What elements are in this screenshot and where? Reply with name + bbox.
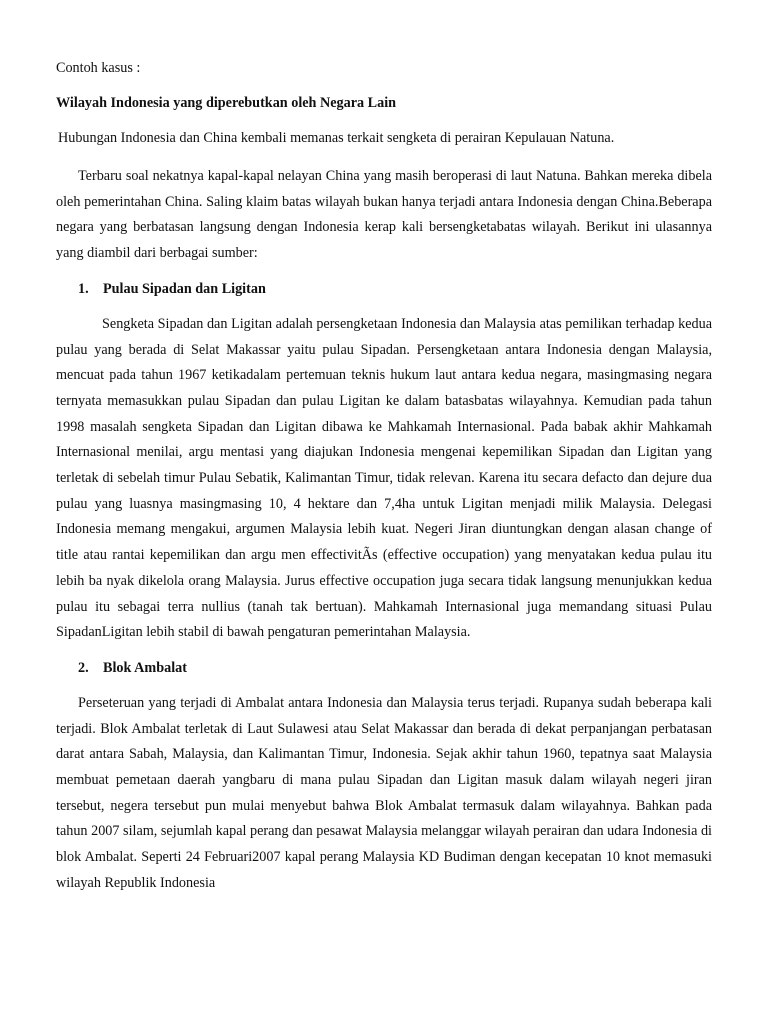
section-body-blok-ambalat: Perseteruan yang terjadi di Ambalat antara Indonesia dan Malaysia terus terjadi. Rupanya sudah beberapa kali terjadi. Blok Ambalat terletak di Laut Sulawesi atau Selat Makassar dan berada di dekat perpanjangan perbatasan darat antara Sabah, Malaysia, dan Kalimantan Timur, Indonesia. Sejak akhir tahun 1960, tepatnya saat Malaysia membuat pemetaan daerah yangbaru di mana pulau Sipadan dan Ligitan masuk dalam wilayah negeri jiran tersebut, negera tersebut pun mulai menyebut bahwa Blok Ambalat termasuk dalam wilayahnya. Bahkan pada tahun 2007 silam, sejumlah kapal perang dan pesawat Malaysia melanggar wilayah perairan dan udara Indonesia di blok Ambalat. Seperti 24 Februari2007 kapal perang Malaysia KD Budiman dengan kecepatan 10 knot memasuki wilayah Republik Indonesia xyxy=(56,694,712,891)
section-heading-text: Blok Ambalat xyxy=(103,659,187,676)
section-number: 2. xyxy=(78,659,89,676)
intro-paragraph: Terbaru soal nekatnya kapal-kapal nelayan China yang masih beroperasi di laut Natuna. Bahkan mereka dibela oleh pemerintahan China. Saling klaim batas wilayah bukan hanya terjadi antara Indonesia dengan China.Beberapa negara yang berbatasan langsung dengan Indonesia kerap kali bersengketabatas wilayah. Berikut ini ulasannya yang diambil dari berbagai sumber: xyxy=(56,168,712,262)
document-page xyxy=(56,58,712,897)
case-label: Contoh kasus : xyxy=(56,60,141,76)
section-heading-blok-ambalat xyxy=(78,658,712,678)
document-title: Wilayah Indonesia yang diperebutkan oleh Negara Lain xyxy=(56,95,397,111)
section-heading-text: Pulau Sipadan dan Ligitan xyxy=(103,280,266,297)
section-body-sipadan-ligitan: Sengketa Sipadan dan Ligitan adalah persengketaan Indonesia dan Malaysia atas pemilikan terhadap kedua pulau yang berada di Selat Makassar yaitu pulau Sipadan. Persengketaan antara Indonesia dengan Malaysia, mencuat pada tahun 1967 ketikadalam pertemuan teknis hukum laut antara kedua negara, masingmasing negara ternyata memasukkan pulau Sipadan dan pulau Ligitan ke dalam batasbatas wilayahnya. Kemudian pada tahun 1998 masalah sengketa Sipadan dan Ligitan dibawa ke Mahkamah Internasional. Pada babak akhir Mahkamah Internasional menilai, argu mentasi yang diajukan Indonesia mengenai kepemilikan Sipadan dan Ligitan yang terletak di sebelah timur Pulau Sebatik, Kalimantan Timur, tidak relevan. Karena itu secara defacto dan dejure dua pulau yang luasnya masingmasing 10, 4 hektare dan 7,4ha untuk Ligitan menjadi milik Malaysia. Delegasi Indonesia memang mengakui, argumen Malaysia lebih kuat. Negeri Jiran diuntungkan dengan alasan change of title atau rantai kepemilikan dan argu men effectivitÃs (effective occupation) yang menyatakan kedua pulau itu lebih ba nyak dikelola orang Malaysia. Jurus effective occupation juga secara tidak langsung menunjukkan kedua pulau itu sebagai terra nullius (tanah tak bertuan). Mahkamah Internasional juga memandang situasi Pulau SipadanLigitan lebih stabil di bawah pengaturan pemerintahan Malaysia. xyxy=(56,315,712,641)
lead-paragraph: Hubungan Indonesia dan China kembali memanas terkait sengketa di perairan Kepulauan Natuna. xyxy=(58,130,615,146)
section-number: 1. xyxy=(78,280,89,297)
section-heading-sipadan-ligitan xyxy=(78,279,712,299)
